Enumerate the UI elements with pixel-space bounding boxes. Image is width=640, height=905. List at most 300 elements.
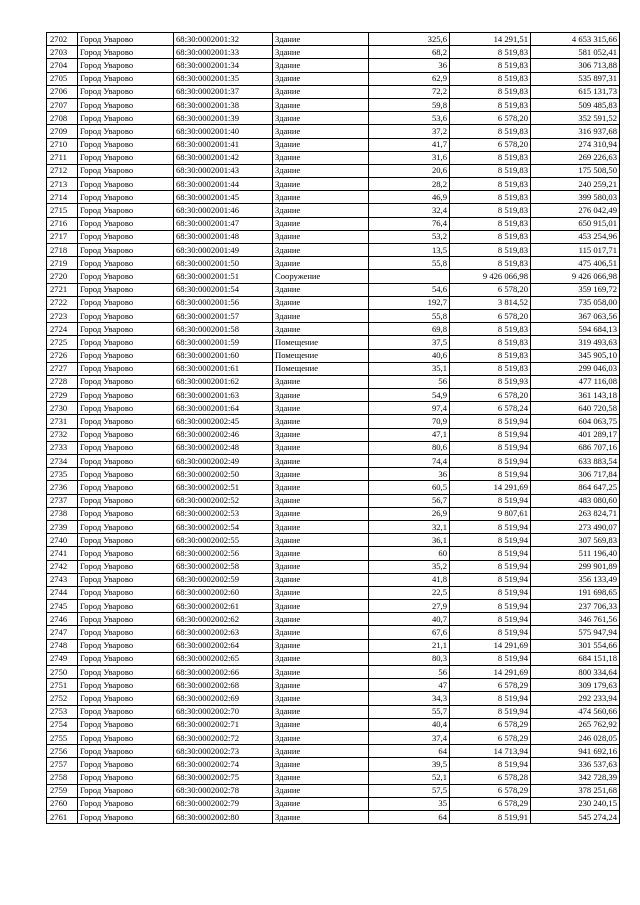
settlement-name-cell: Город Уварово (78, 731, 174, 744)
area-cell: 28,2 (369, 178, 450, 191)
table-row (47, 560, 620, 573)
row-number-cell: 2718 (47, 244, 78, 257)
settlement-name-cell: Город Уварово (78, 560, 174, 573)
settlement-name-cell: Город Уварово (78, 59, 174, 72)
object-type-cell: Здание (273, 59, 369, 72)
cadastral-value-cell: 309 179,63 (531, 679, 620, 692)
area-cell: 56,7 (369, 494, 450, 507)
cadastral-number-cell: 68:30:0002001:61 (174, 362, 273, 375)
cadastral-number-cell: 68:30:0002002:52 (174, 494, 273, 507)
cadastral-number-cell: 68:30:0002001:45 (174, 191, 273, 204)
area-cell: 80,6 (369, 441, 450, 454)
settlement-name-cell: Город Уварово (78, 257, 174, 270)
specific-value-cell: 8 519,94 (450, 455, 531, 468)
cadastral-number-cell: 68:30:0002001:51 (174, 270, 273, 283)
specific-value-cell: 14 291,69 (450, 481, 531, 494)
object-type-cell: Здание (273, 402, 369, 415)
cadastral-number-cell: 68:30:0002002:45 (174, 415, 273, 428)
cadastral-value-cell: 191 698,65 (531, 586, 620, 599)
settlement-name-cell: Город Уварово (78, 441, 174, 454)
row-number-cell: 2746 (47, 613, 78, 626)
area-cell: 60 (369, 547, 450, 560)
cadastral-value-cell: 301 554,66 (531, 639, 620, 652)
object-type-cell: Здание (273, 534, 369, 547)
cadastral-number-cell: 68:30:0002002:62 (174, 613, 273, 626)
area-cell: 35,2 (369, 560, 450, 573)
cadastral-value-cell: 316 937,68 (531, 125, 620, 138)
settlement-name-cell: Город Уварово (78, 758, 174, 771)
specific-value-cell: 6 578,20 (450, 112, 531, 125)
area-cell: 69,8 (369, 323, 450, 336)
object-type-cell: Здание (273, 230, 369, 243)
row-number-cell: 2740 (47, 534, 78, 547)
object-type-cell: Здание (273, 507, 369, 520)
cadastral-value-cell: 604 063,75 (531, 415, 620, 428)
row-number-cell: 2742 (47, 560, 78, 573)
table-row (47, 59, 620, 72)
table-row (47, 296, 620, 309)
cadastral-value-cell: 735 058,00 (531, 296, 620, 309)
object-type-cell: Здание (273, 573, 369, 586)
area-cell: 67,6 (369, 626, 450, 639)
cadastral-value-cell: 361 143,18 (531, 389, 620, 402)
object-type-cell: Здание (273, 547, 369, 560)
cadastral-value-cell: 453 254,96 (531, 230, 620, 243)
row-number-cell: 2747 (47, 626, 78, 639)
area-cell: 27,9 (369, 600, 450, 613)
table-row (47, 336, 620, 349)
specific-value-cell: 8 519,83 (450, 204, 531, 217)
area-cell: 74,4 (369, 455, 450, 468)
table-row (47, 455, 620, 468)
table-row (47, 731, 620, 744)
settlement-name-cell: Город Уварово (78, 573, 174, 586)
object-type-cell: Здание (273, 718, 369, 731)
cadastral-number-cell: 68:30:0002002:51 (174, 481, 273, 494)
cadastral-value-cell: 401 289,17 (531, 428, 620, 441)
cadastral-value-cell: 474 560,66 (531, 705, 620, 718)
cadastral-number-cell: 68:30:0002002:72 (174, 731, 273, 744)
row-number-cell: 2761 (47, 811, 78, 824)
table-row (47, 270, 620, 283)
cadastral-value-cell: 292 233,94 (531, 692, 620, 705)
cadastral-number-cell: 68:30:0002001:48 (174, 230, 273, 243)
area-cell: 36 (369, 59, 450, 72)
table-row (47, 666, 620, 679)
specific-value-cell: 6 578,29 (450, 679, 531, 692)
cadastral-number-cell: 68:30:0002002:79 (174, 797, 273, 810)
row-number-cell: 2738 (47, 507, 78, 520)
row-number-cell: 2706 (47, 85, 78, 98)
cadastral-number-cell: 68:30:0002002:66 (174, 666, 273, 679)
settlement-name-cell: Город Уварово (78, 547, 174, 560)
object-type-cell: Здание (273, 296, 369, 309)
area-cell: 59,8 (369, 98, 450, 111)
settlement-name-cell: Город Уварово (78, 692, 174, 705)
cadastral-number-cell: 68:30:0002001:42 (174, 151, 273, 164)
area-cell: 56 (369, 666, 450, 679)
cadastral-number-cell: 68:30:0002002:61 (174, 600, 273, 613)
table-row (47, 797, 620, 810)
area-cell: 57,5 (369, 784, 450, 797)
settlement-name-cell: Город Уварово (78, 705, 174, 718)
object-type-cell: Здание (273, 112, 369, 125)
row-number-cell: 2712 (47, 164, 78, 177)
area-cell: 53,2 (369, 230, 450, 243)
specific-value-cell: 8 519,83 (450, 98, 531, 111)
cadastral-value-cell: 306 713,88 (531, 59, 620, 72)
cadastral-value-cell: 175 508,50 (531, 164, 620, 177)
object-type-cell: Здание (273, 811, 369, 824)
specific-value-cell: 8 519,94 (450, 520, 531, 533)
specific-value-cell: 9 426 066,98 (450, 270, 531, 283)
cadastral-value-cell: 483 080,60 (531, 494, 620, 507)
object-type-cell: Здание (273, 797, 369, 810)
area-cell: 97,4 (369, 402, 450, 415)
specific-value-cell: 8 519,83 (450, 59, 531, 72)
row-number-cell: 2750 (47, 666, 78, 679)
object-type-cell: Здание (273, 138, 369, 151)
specific-value-cell: 8 519,83 (450, 125, 531, 138)
settlement-name-cell: Город Уварово (78, 520, 174, 533)
area-cell: 55,8 (369, 309, 450, 322)
settlement-name-cell: Город Уварово (78, 336, 174, 349)
object-type-cell: Здание (273, 731, 369, 744)
settlement-name-cell: Город Уварово (78, 138, 174, 151)
table-row (47, 402, 620, 415)
table-row (47, 705, 620, 718)
cadastral-number-cell: 68:30:0002002:64 (174, 639, 273, 652)
area-cell: 32,4 (369, 204, 450, 217)
object-type-cell: Здание (273, 692, 369, 705)
specific-value-cell: 8 519,94 (450, 547, 531, 560)
specific-value-cell: 8 519,83 (450, 362, 531, 375)
row-number-cell: 2731 (47, 415, 78, 428)
row-number-cell: 2741 (47, 547, 78, 560)
table-row (47, 692, 620, 705)
object-type-cell: Здание (273, 428, 369, 441)
row-number-cell: 2729 (47, 389, 78, 402)
cadastral-value-cell: 511 196,40 (531, 547, 620, 560)
row-number-cell: 2754 (47, 718, 78, 731)
cadastral-value-cell: 336 537,63 (531, 758, 620, 771)
object-type-cell: Здание (273, 679, 369, 692)
object-type-cell: Здание (273, 468, 369, 481)
area-cell: 37,2 (369, 125, 450, 138)
cadastral-value-cell: 246 028,05 (531, 731, 620, 744)
cadastral-number-cell: 68:30:0002002:71 (174, 718, 273, 731)
table-row (47, 441, 620, 454)
table-row (47, 164, 620, 177)
cadastral-value-cell: 237 706,33 (531, 600, 620, 613)
cadastral-number-cell: 68:30:0002002:58 (174, 560, 273, 573)
cadastral-number-cell: 68:30:0002001:54 (174, 283, 273, 296)
area-cell (369, 270, 450, 283)
area-cell: 54,6 (369, 283, 450, 296)
settlement-name-cell: Город Уварово (78, 428, 174, 441)
settlement-name-cell: Город Уварово (78, 718, 174, 731)
cadastral-number-cell: 68:30:0002001:34 (174, 59, 273, 72)
area-cell: 35,1 (369, 362, 450, 375)
row-number-cell: 2758 (47, 771, 78, 784)
cadastral-number-cell: 68:30:0002001:47 (174, 217, 273, 230)
row-number-cell: 2707 (47, 98, 78, 111)
settlement-name-cell: Город Уварово (78, 309, 174, 322)
object-type-cell: Здание (273, 613, 369, 626)
object-type-cell: Здание (273, 283, 369, 296)
object-type-cell: Здание (273, 164, 369, 177)
specific-value-cell: 6 578,20 (450, 389, 531, 402)
table-row (47, 204, 620, 217)
cadastral-number-cell: 68:30:0002002:70 (174, 705, 273, 718)
row-number-cell: 2739 (47, 520, 78, 533)
object-type-cell: Здание (273, 520, 369, 533)
table-row (47, 323, 620, 336)
specific-value-cell: 8 519,93 (450, 375, 531, 388)
row-number-cell: 2724 (47, 323, 78, 336)
row-number-cell: 2709 (47, 125, 78, 138)
object-type-cell: Здание (273, 415, 369, 428)
area-cell: 56 (369, 375, 450, 388)
table-row (47, 811, 620, 824)
specific-value-cell: 8 519,94 (450, 586, 531, 599)
object-type-cell: Здание (273, 217, 369, 230)
table-row (47, 771, 620, 784)
row-number-cell: 2725 (47, 336, 78, 349)
settlement-name-cell: Город Уварово (78, 112, 174, 125)
cadastral-number-cell: 68:30:0002001:62 (174, 375, 273, 388)
row-number-cell: 2744 (47, 586, 78, 599)
specific-value-cell: 8 519,83 (450, 164, 531, 177)
specific-value-cell: 6 578,29 (450, 784, 531, 797)
area-cell: 34,3 (369, 692, 450, 705)
area-cell: 72,2 (369, 85, 450, 98)
cadastral-value-cell: 640 720,58 (531, 402, 620, 415)
row-number-cell: 2743 (47, 573, 78, 586)
row-number-cell: 2714 (47, 191, 78, 204)
row-number-cell: 2716 (47, 217, 78, 230)
cadastral-value-cell: 650 915,01 (531, 217, 620, 230)
specific-value-cell: 8 519,94 (450, 534, 531, 547)
row-number-cell: 2730 (47, 402, 78, 415)
cadastral-number-cell: 68:30:0002001:41 (174, 138, 273, 151)
row-number-cell: 2728 (47, 375, 78, 388)
cadastral-number-cell: 68:30:0002002:73 (174, 745, 273, 758)
settlement-name-cell: Город Уварово (78, 191, 174, 204)
row-number-cell: 2705 (47, 72, 78, 85)
table-row (47, 309, 620, 322)
object-type-cell: Здание (273, 639, 369, 652)
specific-value-cell: 14 713,94 (450, 745, 531, 758)
cadastral-number-cell: 68:30:0002001:49 (174, 244, 273, 257)
cadastral-value-cell: 800 334,64 (531, 666, 620, 679)
cadastral-number-cell: 68:30:0002001:58 (174, 323, 273, 336)
cadastral-number-cell: 68:30:0002002:46 (174, 428, 273, 441)
settlement-name-cell: Город Уварово (78, 652, 174, 665)
row-number-cell: 2708 (47, 112, 78, 125)
cadastral-number-cell: 68:30:0002002:68 (174, 679, 273, 692)
cadastral-number-cell: 68:30:0002001:63 (174, 389, 273, 402)
object-type-cell: Здание (273, 784, 369, 797)
specific-value-cell: 8 519,94 (450, 652, 531, 665)
object-type-cell: Здание (273, 151, 369, 164)
table-row (47, 46, 620, 59)
cadastral-value-cell: 615 131,73 (531, 85, 620, 98)
table-row (47, 652, 620, 665)
table-row (47, 151, 620, 164)
settlement-name-cell: Город Уварово (78, 46, 174, 59)
table-row (47, 178, 620, 191)
specific-value-cell: 3 814,52 (450, 296, 531, 309)
specific-value-cell: 8 519,83 (450, 323, 531, 336)
table-row (47, 534, 620, 547)
specific-value-cell: 8 519,94 (450, 415, 531, 428)
area-cell: 52,1 (369, 771, 450, 784)
cadastral-value-cell: 352 591,52 (531, 112, 620, 125)
cadastral-value-cell: 346 761,56 (531, 613, 620, 626)
specific-value-cell: 8 519,94 (450, 613, 531, 626)
specific-value-cell: 6 578,20 (450, 283, 531, 296)
cadastral-value-cell: 399 580,03 (531, 191, 620, 204)
area-cell: 54,9 (369, 389, 450, 402)
cadastral-number-cell: 68:30:0002001:35 (174, 72, 273, 85)
area-cell: 80,3 (369, 652, 450, 665)
cadastral-value-cell: 475 406,51 (531, 257, 620, 270)
cadastral-value-cell: 4 653 315,66 (531, 33, 620, 46)
settlement-name-cell: Город Уварово (78, 639, 174, 652)
cadastral-number-cell: 68:30:0002002:75 (174, 771, 273, 784)
cadastral-value-cell: 864 647,25 (531, 481, 620, 494)
object-type-cell: Здание (273, 33, 369, 46)
table-row (47, 230, 620, 243)
area-cell: 41,8 (369, 573, 450, 586)
object-type-cell: Здание (273, 481, 369, 494)
specific-value-cell: 8 519,83 (450, 230, 531, 243)
cadastral-number-cell: 68:30:0002002:56 (174, 547, 273, 560)
cadastral-number-cell: 68:30:0002001:56 (174, 296, 273, 309)
row-number-cell: 2737 (47, 494, 78, 507)
cadastral-number-cell: 68:30:0002002:50 (174, 468, 273, 481)
cadastral-number-cell: 68:30:0002001:60 (174, 349, 273, 362)
area-cell: 32,1 (369, 520, 450, 533)
settlement-name-cell: Город Уварово (78, 217, 174, 230)
settlement-name-cell: Город Уварово (78, 481, 174, 494)
object-type-cell: Здание (273, 98, 369, 111)
settlement-name-cell: Город Уварово (78, 507, 174, 520)
specific-value-cell: 8 519,83 (450, 244, 531, 257)
object-type-cell: Здание (273, 323, 369, 336)
settlement-name-cell: Город Уварово (78, 349, 174, 362)
settlement-name-cell: Город Уварово (78, 771, 174, 784)
cadastral-value-cell: 594 684,13 (531, 323, 620, 336)
settlement-name-cell: Город Уварово (78, 72, 174, 85)
area-cell: 62,9 (369, 72, 450, 85)
table-row (47, 257, 620, 270)
specific-value-cell: 8 519,83 (450, 349, 531, 362)
settlement-name-cell: Город Уварово (78, 178, 174, 191)
cadastral-number-cell: 68:30:0002002:74 (174, 758, 273, 771)
cadastral-value-cell: 306 717,84 (531, 468, 620, 481)
cadastral-value-cell: 307 569,83 (531, 534, 620, 547)
settlement-name-cell: Город Уварово (78, 323, 174, 336)
cadastral-value-cell: 319 493,63 (531, 336, 620, 349)
area-cell: 31,6 (369, 151, 450, 164)
row-number-cell: 2734 (47, 455, 78, 468)
specific-value-cell: 8 519,83 (450, 85, 531, 98)
settlement-name-cell: Город Уварово (78, 600, 174, 613)
cadastral-number-cell: 68:30:0002001:46 (174, 204, 273, 217)
table-row (47, 784, 620, 797)
cadastral-number-cell: 68:30:0002002:55 (174, 534, 273, 547)
table-row (47, 520, 620, 533)
table-row (47, 389, 620, 402)
area-cell: 192,7 (369, 296, 450, 309)
object-type-cell: Помещение (273, 362, 369, 375)
settlement-name-cell: Город Уварово (78, 230, 174, 243)
specific-value-cell: 8 519,83 (450, 178, 531, 191)
settlement-name-cell: Город Уварово (78, 626, 174, 639)
area-cell: 13,5 (369, 244, 450, 257)
cadastral-number-cell: 68:30:0002002:59 (174, 573, 273, 586)
cadastral-number-cell: 68:30:0002001:57 (174, 309, 273, 322)
row-number-cell: 2720 (47, 270, 78, 283)
cadastral-value-cell: 575 947,94 (531, 626, 620, 639)
cadastral-value-cell: 273 490,07 (531, 520, 620, 533)
cadastral-number-cell: 68:30:0002002:54 (174, 520, 273, 533)
area-cell: 26,9 (369, 507, 450, 520)
row-number-cell: 2752 (47, 692, 78, 705)
specific-value-cell: 6 578,29 (450, 797, 531, 810)
object-type-cell: Здание (273, 560, 369, 573)
settlement-name-cell: Город Уварово (78, 362, 174, 375)
cadastral-value-cell: 509 485,83 (531, 98, 620, 111)
object-type-cell: Здание (273, 441, 369, 454)
specific-value-cell: 14 291,69 (450, 639, 531, 652)
specific-value-cell: 8 519,83 (450, 46, 531, 59)
row-number-cell: 2723 (47, 309, 78, 322)
cadastral-number-cell: 68:30:0002001:37 (174, 85, 273, 98)
specific-value-cell: 8 519,94 (450, 573, 531, 586)
settlement-name-cell: Город Уварово (78, 244, 174, 257)
cadastral-value-cell: 265 762,92 (531, 718, 620, 731)
table-row (47, 244, 620, 257)
table-row (47, 217, 620, 230)
object-type-cell: Здание (273, 375, 369, 388)
row-number-cell: 2721 (47, 283, 78, 296)
row-number-cell: 2753 (47, 705, 78, 718)
table-row (47, 375, 620, 388)
table-row (47, 112, 620, 125)
specific-value-cell: 14 291,51 (450, 33, 531, 46)
specific-value-cell: 9 807,61 (450, 507, 531, 520)
row-number-cell: 2727 (47, 362, 78, 375)
object-type-cell: Здание (273, 204, 369, 217)
specific-value-cell: 8 519,83 (450, 217, 531, 230)
settlement-name-cell: Город Уварово (78, 270, 174, 283)
specific-value-cell: 8 519,83 (450, 151, 531, 164)
row-number-cell: 2755 (47, 731, 78, 744)
row-number-cell: 2715 (47, 204, 78, 217)
table-row (47, 507, 620, 520)
cadastral-number-cell: 68:30:0002002:69 (174, 692, 273, 705)
cadastral-number-cell: 68:30:0002001:64 (174, 402, 273, 415)
area-cell: 40,4 (369, 718, 450, 731)
object-type-cell: Здание (273, 758, 369, 771)
table-row (47, 138, 620, 151)
settlement-name-cell: Город Уварово (78, 534, 174, 547)
row-number-cell: 2711 (47, 151, 78, 164)
settlement-name-cell: Город Уварово (78, 151, 174, 164)
